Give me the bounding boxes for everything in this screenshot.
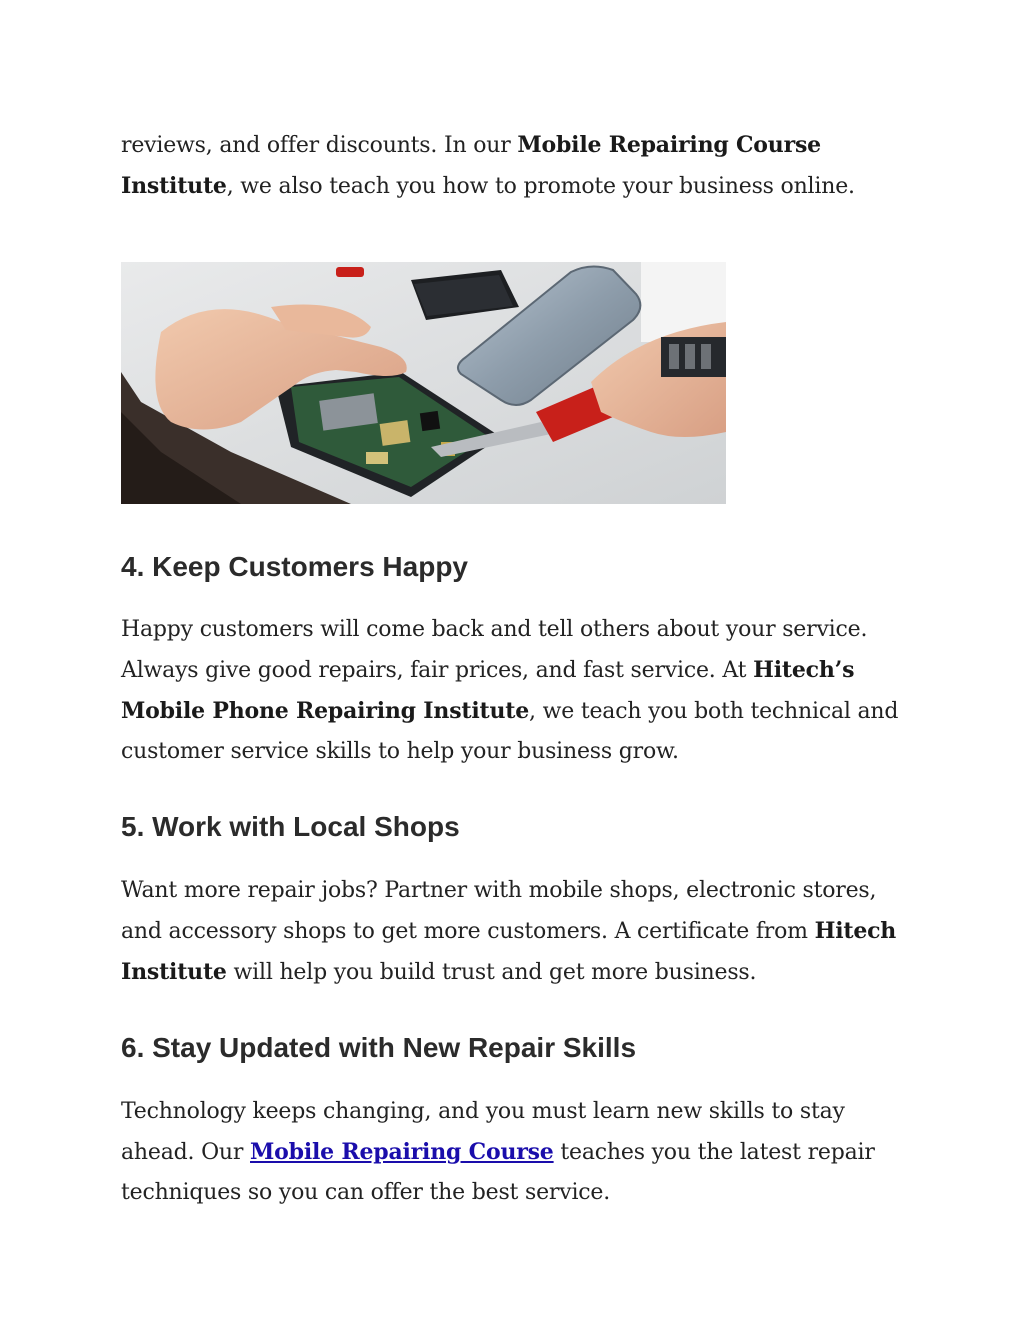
article-body <box>121 125 911 1213</box>
section-6-text-before: Technology keeps changing, and you must learn new skills to stay ahead. Our <box>121 1099 845 1165</box>
phone-repair-photo <box>121 262 726 504</box>
section-4-paragraph <box>121 610 911 772</box>
mobile-repairing-course-link[interactable]: Mobile Repairing Course <box>250 1139 554 1165</box>
intro-bold-institute: Mobile Repairing Course Institute <box>121 132 821 199</box>
intro-text-after: , we also teach you how to promote your business online. <box>226 174 855 199</box>
section-5-text-after: will help you build trust and get more business. <box>226 960 757 985</box>
section-5-text-before: Want more repair jobs? Partner with mobile shops, electronic stores, and accessory shops to get more customers. A certificate from <box>121 878 877 944</box>
section-6-paragraph <box>121 1092 911 1213</box>
section-4-bold-institute: Hitech’s Mobile Phone Repairing Institute <box>121 657 855 724</box>
section-6-text-after: teaches you the latest repair techniques so you can offer the best service. <box>121 1140 875 1205</box>
section-5-heading: 5. Work with Local Shops <box>121 811 460 842</box>
section-4-heading: 4. Keep Customers Happy <box>121 551 468 582</box>
intro-text-before: reviews, and offer discounts. In our <box>121 133 518 158</box>
phone-repair-illustration <box>121 262 726 504</box>
section-4-text-after: , we teach you both technical and customer service skills to help your business grow. <box>121 699 899 764</box>
section-5-paragraph <box>121 871 911 993</box>
section-4-text-before: Happy customers will come back and tell others about your service. Always give good repairs, fair prices, and fast service. At <box>121 617 868 683</box>
section-6-heading: 6. Stay Updated with New Repair Skills <box>121 1032 637 1063</box>
section-5-bold-institute: Hitech Institute <box>121 918 897 985</box>
intro-paragraph <box>121 125 911 207</box>
